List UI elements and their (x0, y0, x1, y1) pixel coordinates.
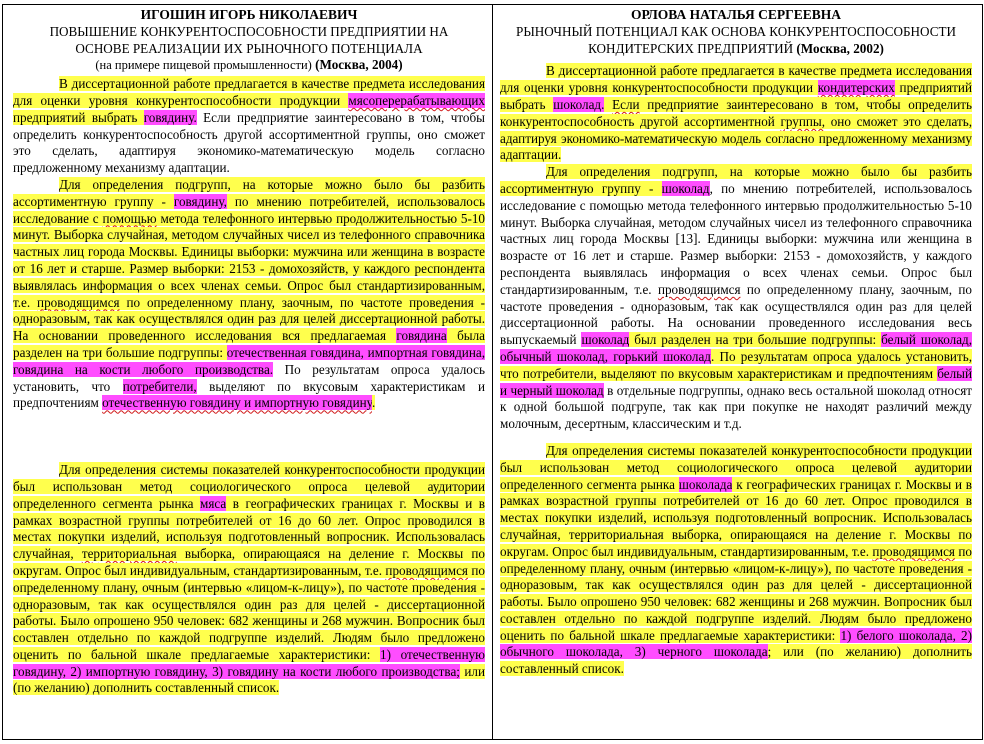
right-p1-underlined: Если (612, 96, 640, 112)
left-p3-text: выборка, опирающаяся на деление г. Москвы по округам. Опрос был индивидуальным, стандартизированным, т.е. (13, 546, 485, 578)
right-p2-text: по определенному плану, заочным, по частоте проведения - одноразовым, так как осуществлялся один раз для целей диссертационной работы. На основании проведенного исследования весь выпускаемый (500, 281, 972, 348)
right-p2-text: , по мнению потребителей, использовалось исследование с помощью метода телефонного интервью продолжительностью 5-10 минут. Выборка случайная, методом случайных чисел из телефонного справочника частных лиц города Москвы [13]. Единицы выборки: мужчина или женщина в возрасте от 16 лет и старше. Размер выборки: 2153 - домохозяйств, у каждого респондента выявлялась информация о всех членах семьи. Опрос был стандартизированным, т.е. (500, 180, 972, 297)
right-p1-highlight: кондитерских (817, 80, 895, 96)
right-p2-highlight: белый и черный шоколад (500, 365, 972, 398)
left-p2-text: метода телефонного интервью продолжительностью 5-10 минут. Выборка случайная, методом случайных чисел из телефонного справочника частных лиц города Москвы. Единицы выборки: мужчина или женщина в возрасте от 16 лет и старше. Размер выборки: 2153 - домохозяйств, у каждого респондента выявлялась информация о всех членах семьи. Опрос был стандартизированным, т.е. (13, 210, 485, 310)
left-p2-underlined: проводящимся (37, 294, 120, 310)
left-p2-highlight: говядина (396, 328, 447, 344)
right-p3-text: к географических границах г. Москвы и в рамках возрастной группы потребителей от 16 до 60 лет. Опрос проводился в местах покупки изделий, используя подготовленный вопросник. Использовалась случайная, территориальная выборка, опирающаяся на деление г. Москвы по округам. Опрос был индивидуальным, стандартизированным, т.е. (500, 476, 972, 559)
left-author: ИГОШИН ИГОРЬ НИКОЛАЕВИЧ (140, 7, 358, 22)
left-p3-text: в географических границах г. Москвы и в рамках возрастной группы потребителей от 16 до 60 лет. Опрос проводился в местах покупки изделий, используя подготовленный вопросник. Использовалась случайная, (13, 495, 485, 562)
left-p1-text: Если предприятие заинтересовано в том, чтобы определить конкурентоспособность другой ассортиментной группы, оно сможет это сделать, адаптируя экономико-математическую модель согласно предложенному механизму адаптации. (13, 109, 485, 176)
right-p3-text: ; или (по желанию) дополнить составленный список. (500, 644, 973, 677)
left-p3-underlined: проводящимся (385, 562, 468, 578)
left-p3-highlight: 1) отечественную говядину, 2) импортную говядину, 3) говядину на кости любого производства; (13, 646, 485, 679)
right-p1-text: оно сможет это сделать, адаптируя экономико-математическую модель согласно предложенному механизму адаптации. (500, 113, 973, 163)
right-p1-underlined: группы, (780, 113, 826, 129)
left-p2-highlight: отечественная говядина, импортная говядина, говядина на кости любого производства. (13, 344, 485, 377)
left-p3-highlight: мяса (200, 495, 227, 511)
right-p2-highlight: шоколад (661, 180, 710, 196)
left-paragraph-1 (13, 76, 485, 177)
left-p2-text: по мнению потребителей, использовалось исследование с (13, 193, 485, 226)
left-p1-text: В диссертационной работе предлагается в качестве предмета исследования для оценки уровня конкурентоспособности продукции (13, 76, 485, 108)
right-city-year: (Москва, 2002) (796, 40, 884, 56)
right-paragraph-2 (500, 164, 972, 433)
left-title-line2: ОСНОВЕ РЕАЛИЗАЦИИ ИХ РЫНОЧНОГО ПОТЕНЦИАЛА (75, 40, 423, 56)
right-p1-text: В диссертационной работе предлагается в качестве предмета исследования для оценки уровня конкурентоспособности продукции (500, 63, 972, 96)
right-p3-text: Для определения системы показателей конкурентоспособности продукции был использован метод социологического опроса целевой аудитории определенного сегмента рынка (500, 442, 972, 492)
right-p2-text: . По результатам опроса удалось установить, что потребители, выделяют по вкусовым характеристикам и предпочтениям (500, 348, 972, 381)
right-p2-underlined: проводящимся (657, 281, 741, 297)
left-p3-text: или (по желанию) дополнить составленный список. (13, 663, 485, 696)
left-p2-text: Для определения подгрупп, на которые можно было бы разбить ассортиментную группу - (13, 176, 485, 209)
left-spacer (13, 412, 485, 462)
left-p3-text: Для определения системы показателей конкурентоспособности продукции был использован метод социологического опроса целевой аудитории определенного сегмента рынка (13, 462, 485, 511)
left-p2-text: выделяют по вкусовым характеристикам и предпочтениям (13, 378, 485, 411)
left-header (13, 7, 485, 74)
right-p2-text: был разделен на три большие подгруппы: (629, 332, 882, 348)
left-subtitle-line (13, 57, 485, 74)
right-spacer (500, 433, 972, 443)
column-divider (492, 5, 493, 739)
left-title-line1: ПОВЫШЕНИЕ КОНКУРЕНТОСПОСОБНОСТИ ПРЕДПРИЯТИИ НА (49, 23, 449, 39)
right-author: ОРЛОВА НАТАЛЬЯ СЕРГЕЕВНА (631, 7, 841, 22)
right-p2-text: Для определения подгрупп, на которые можно было бы разбить ассортиментную группу - (500, 164, 972, 196)
right-p1-text: предприятий выбрать (500, 80, 972, 112)
left-p2-highlight: отечественную говядину и импортную говядину (102, 395, 372, 411)
right-header (500, 7, 972, 57)
right-p3-text: по определенному плану, очным (интервью «лицом-к-лицу»), по частоте проведения - одноразовым, так как осуществлялся один раз для целей - диссертационной работы. Было опрошено 950 человек: 682 женщины и 268 мужчин. Вопросник был составлен отдельно по каждой подгруппе изделий. Людям было предложено оценить по бальной шкале предлагаемые характеристики: (500, 543, 972, 643)
right-p3-highlight: шоколада (678, 476, 733, 492)
left-paragraph-2 (13, 177, 485, 412)
left-paragraph-3 (13, 462, 485, 697)
right-paragraph-3 (500, 443, 972, 678)
left-p3-underlined: территориальная (81, 546, 177, 562)
right-title-line2: КОНДИТЕРСКИХ ПРЕДПРИЯТИЙ (588, 40, 794, 56)
left-p2-highlight: говядину, (173, 193, 227, 209)
right-p1-text: предприятие заинтересовано в том, чтобы определить конкурентоспособность другой ассортиментной (500, 96, 972, 129)
left-city-year: (Москва, 2004) (315, 57, 403, 73)
left-p1-highlight: мясоперерабатывающих (348, 92, 485, 108)
left-p2-text: по определенному плану, заочным, по частоте проведения - одноразовым, так как осуществлялся один раз для целей диссертационной работы. На основании проведенного исследования вся предлагаемая (13, 294, 485, 344)
left-p3-text: по определенному плану, очным (интервью «лицом-к-лицу»), по частоте проведения - одноразовым, так как осуществлялся один раз для целей - диссертационной работы. Было опрошено 950 человек: 682 женщины и 268 мужчин. Вопросник был составлен отдельно по каждой подгруппе изделий. Людям было предложено оценить по бальной шкале предлагаемые характеристики: (13, 562, 485, 662)
right-column (500, 7, 972, 678)
right-p1-highlight: шоколад. (553, 96, 605, 112)
left-p2-underlined: помощью (102, 210, 157, 226)
left-p1-text: предприятий выбрать (13, 109, 144, 125)
left-p1-highlight: говядину. (143, 109, 197, 125)
left-p2-highlight: потребители, (122, 378, 197, 394)
right-p3-highlight: 1) белого шоколада, 2) обычного шоколада, 3) черного шоколада (500, 627, 972, 660)
right-title-line1: РЫНОЧНЫЙ ПОТЕНЦИАЛ КАК ОСНОВА КОНКУРЕНТОСПОСОБНОСТИ (516, 23, 956, 39)
right-title-line2-row (500, 41, 972, 58)
left-p2-text: была разделен на три большие подгруппы: (13, 328, 485, 360)
comparison-table (2, 4, 983, 740)
right-paragraph-1 (500, 63, 972, 164)
left-p2-text: . (371, 395, 376, 411)
right-p1-text (604, 97, 612, 112)
right-p3-underlined: проводящимся (872, 543, 955, 559)
left-subtitle: (на примере пищевой промышленности) (95, 58, 312, 73)
left-p2-text: По результатам опроса удалось установить, что (13, 361, 485, 394)
left-column (13, 7, 485, 697)
right-p2-text: в отдельные подгруппы, однако весь остальной шоколад относят к одной большой подгрупе, так как при покупке не находят различий между молочным, десертным, классическим и т.д. (500, 382, 972, 432)
right-p2-highlight: шоколад (581, 332, 630, 348)
right-p2-highlight: белый шоколад, обычный шоколад, горький шоколад (500, 332, 972, 364)
